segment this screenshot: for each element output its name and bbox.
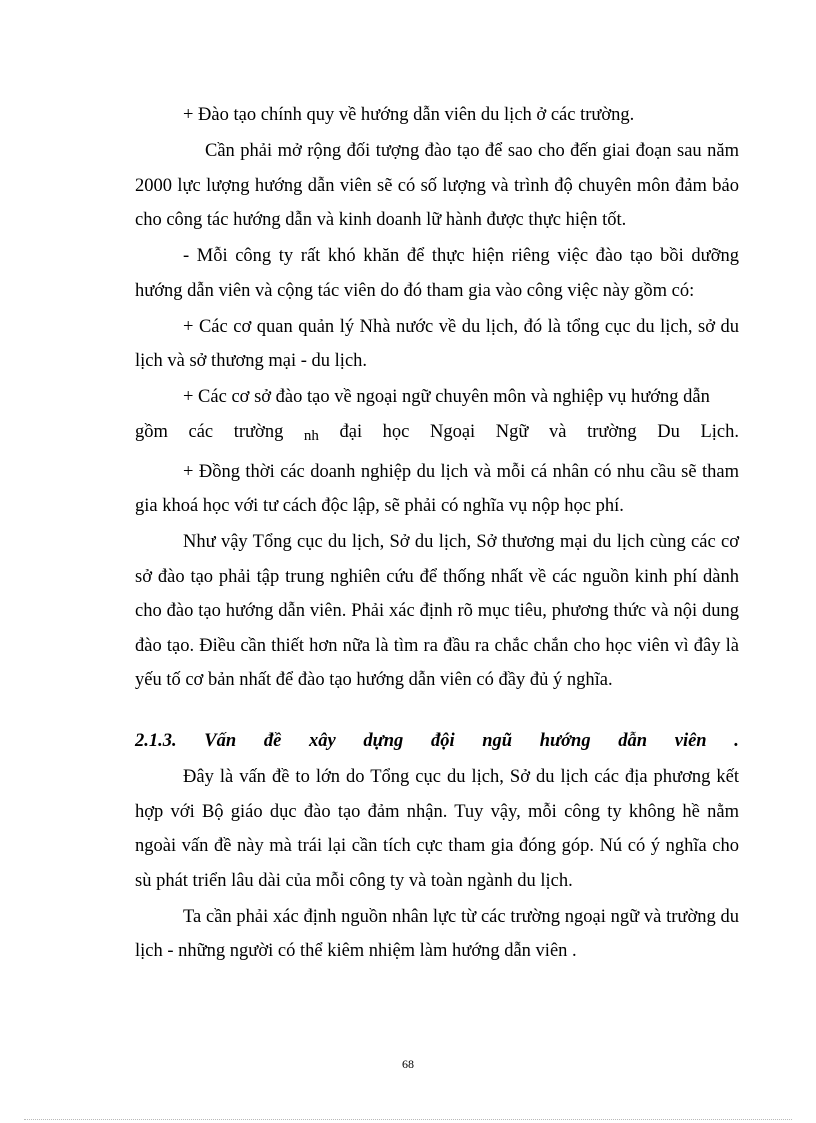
body-text-top: [135, 98, 739, 698]
heading-word: ngũ: [482, 731, 513, 751]
page-bottom-divider: [24, 1119, 792, 1120]
paragraph-2: Cần phải mở rộng đối tượng đào tạo để sao cho đến giai đoạn sau năm 2000 lực lượng hướng dẫn viên sẽ có số lượng và trình độ chuyên môn đảm bảo cho công tác hướng dẫn và kinh doanh lữ hành được thực hiện tốt.: [135, 141, 739, 230]
heading-period: .: [734, 731, 739, 751]
paragraph-7: Như vậy Tổng cục du lịch, Sở du lịch, Sở thương mại du lịch cùng các cơ sở đào tạo phải tập trung nghiên cứu để thống nhất về các nguồn kinh phí dành cho đào tạo hướng dẫn viên. Phải xác định rõ mục tiêu, phương thức và nội dung đào tạo. Điều cần thiết hơn nữa là tìm ra đầu ra chắc chắn cho học viên vì đây là yếu tố cơ bản nhất để đào tạo hướng dẫn viên có đầy đủ ý nghĩa.: [135, 532, 739, 690]
heading-word: hướng: [539, 731, 591, 751]
section-heading: [135, 724, 739, 758]
body-text-bottom: [135, 760, 739, 969]
heading-word: xây: [309, 731, 336, 751]
paragraph-5: + Các cơ sở đào tạo về ngoại ngữ chuyên môn và nghiệp vụ hướng dẫn: [183, 387, 710, 407]
paragraph-4: + Các cơ quan quản lý Nhà nước về du lịch, đó là tổng cục du lịch, sở du lịch và sở thương mại - du lịch.: [135, 316, 739, 371]
paragraph-1: + Đào tạo chính quy về hướng dẫn viên du lịch ở các trường.: [183, 105, 635, 125]
heading-word: đội: [430, 731, 455, 751]
paragraph-5-continued: [135, 415, 739, 454]
paragraph-3: - Mỗi công ty rất khó khăn để thực hiện riêng việc đào tạo bồi dưỡng hướng dẫn viên và cộng tác viên do đó tham gia vào công việc này gồm có:: [135, 246, 739, 301]
heading-word: đề: [263, 731, 282, 751]
paragraph-9: Ta cần phải xác định nguồn nhân lực từ các trường ngoại ngữ và trường du lịch - những người có thể kiêm nhiệm làm hướng dẫn viên .: [135, 906, 739, 961]
heading-word: dựng: [363, 731, 404, 751]
gom-text-small: nh: [303, 427, 319, 444]
paragraph-6: + Đồng thời các doanh nghiệp du lịch và mỗi cá nhân có nhu cầu sẽ tham gia khoá học với tư cách độc lập, sẽ phải có nghĩa vụ nộp học phí.: [135, 461, 739, 516]
heading-word: Vấn: [204, 731, 237, 751]
gom-text-after: đại học Ngoại Ngữ và trường Du Lịch.: [318, 421, 739, 442]
page-number: 68: [402, 1057, 414, 1071]
paragraph-8: Đây là vấn đề to lớn do Tổng cục du lịch, Sở du lịch các địa phương kết hợp với Bộ giáo dục đào tạo đảm nhận. Tuy vậy, mỗi công ty không hề nằm ngoài vấn đề này mà trái lại cần tích cực tham gia đóng góp. Nú có ý nghĩa cho sù phát triển lâu dài của mỗi công ty và toàn ngành du lịch.: [135, 767, 739, 891]
heading-word: viên: [674, 731, 707, 751]
heading-number: 2.1.3.: [135, 731, 177, 751]
gom-text-before: gồm các trường: [135, 421, 304, 442]
heading-word: dẫn: [618, 731, 648, 751]
